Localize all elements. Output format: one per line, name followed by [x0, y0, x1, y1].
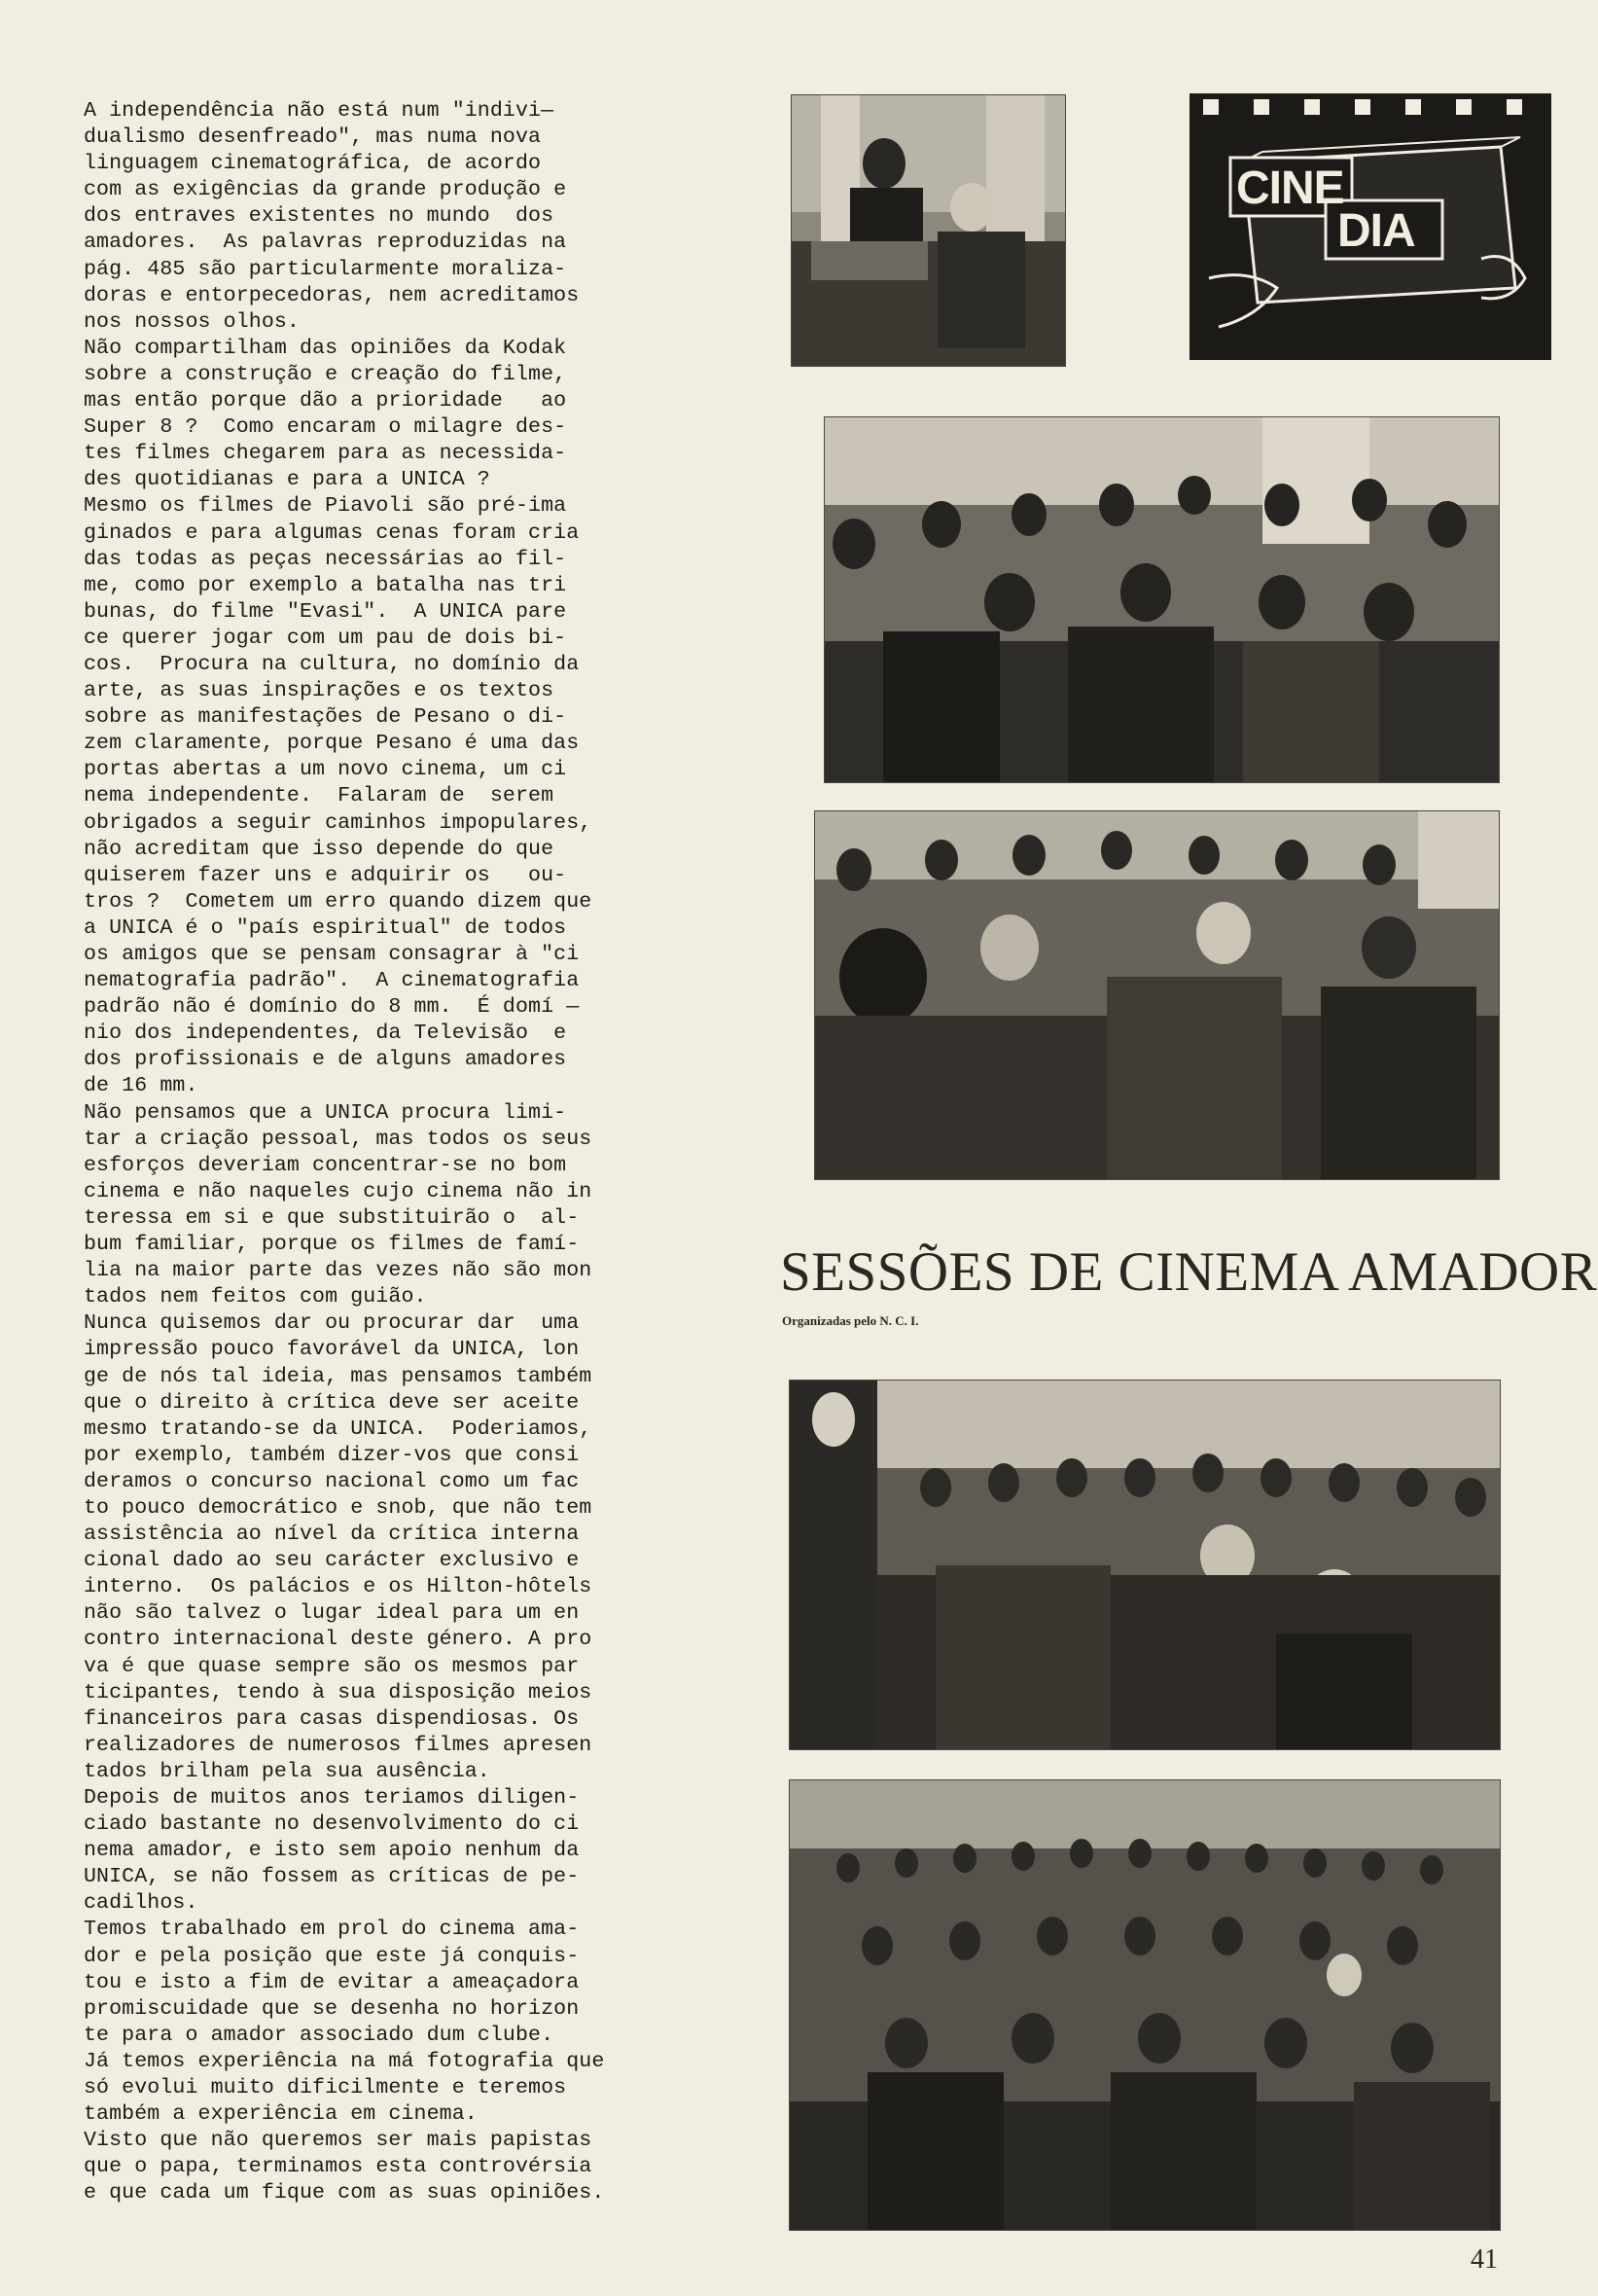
article-line: zem claramente, porque Pesano é uma das	[84, 732, 580, 756]
article-line: contro internacional deste género. A pro	[84, 1628, 592, 1652]
article-line: ce querer jogar com um pau de dois bi-	[84, 626, 567, 650]
article-line: realizadores de numerosos filmes apresen	[84, 1733, 592, 1757]
article-line: lia na maior parte das vezes não são mon	[84, 1259, 592, 1283]
article-line: de 16 mm.	[84, 1074, 198, 1098]
article-line: financeiros para casas dispendiosas. Os	[84, 1706, 580, 1731]
article-line: esforços deveriam concentrar-se no bom	[84, 1153, 567, 1177]
article-line: cos. Procura na cultura, no domínio da	[84, 652, 580, 676]
article-line: também a experiência em cinema.	[84, 2102, 478, 2127]
article-line: tados brilham pela sua ausência.	[84, 1759, 490, 1783]
article-line: sobre as manifestações de Pesano o di-	[84, 705, 567, 730]
article-line: interno. Os palácios e os Hilton-hôtels	[84, 1575, 592, 1599]
article-line: mesmo tratando-se da UNICA. Poderiamos,	[84, 1417, 592, 1441]
article-line: teressa em si e que substituirão o al-	[84, 1205, 580, 1230]
article-line: ticipantes, tendo à sua disposição meios	[84, 1680, 592, 1704]
article-line: Visto que não queremos ser mais papistas	[84, 2129, 592, 2153]
article-line: e que cada um fique com as suas opiniões.	[84, 2181, 605, 2206]
article-line: arte, as suas inspirações e os textos	[84, 679, 554, 703]
photo-audience-3	[789, 1380, 1501, 1750]
article-line: quiserem fazer uns e adquirir os ou-	[84, 863, 567, 887]
article-line: tes filmes chegarem para as necessida-	[84, 442, 567, 466]
article-line: linguagem cinematográfica, de acordo	[84, 152, 542, 176]
article-line: UNICA, se não fossem as críticas de pe-	[84, 1865, 580, 1889]
article-line: Mesmo os filmes de Piavoli são pré-ima	[84, 494, 567, 519]
article-line: padrão não é domínio do 8 mm. É domí —	[84, 995, 580, 1020]
article-line: tou e isto a fim de evitar a ameaçadora	[84, 1970, 580, 1994]
article-line: com as exigências da grande produção e	[84, 178, 567, 202]
photo-audience-4	[789, 1779, 1501, 2231]
article-line: que o direito à crítica deve ser aceite	[84, 1390, 580, 1415]
article-line: não acreditam que isso depende do que	[84, 837, 554, 861]
article-line: to pouco democrático e snob, que não tem	[84, 1495, 592, 1520]
article-line: bum familiar, porque os filmes de famí-	[84, 1233, 580, 1257]
article-line: des quotidianas e para a UNICA ?	[84, 468, 490, 492]
photo-audience-1	[824, 416, 1500, 783]
article-line: das todas as peças necessárias ao fil-	[84, 547, 567, 571]
article-line: Não compartilham das opiniões da Kodak	[84, 336, 567, 360]
article-line: cadilhos.	[84, 1891, 198, 1916]
article-line: Já temos experiência na má fotografia que	[84, 2049, 605, 2073]
article-line: cinema e não naqueles cujo cinema não in	[84, 1179, 592, 1203]
logo-word-cine: CINE	[1236, 162, 1344, 214]
photo-audience-2	[814, 810, 1500, 1180]
article-line: Super 8 ? Como encaram o milagre des-	[84, 415, 567, 440]
article-line: me, como por exemplo a batalha nas tri	[84, 573, 567, 597]
article-line: cional dado ao seu carácter exclusivo e	[84, 1549, 580, 1573]
article-line: nos nossos olhos.	[84, 309, 300, 334]
article-line: impressão pouco favorável da UNICA, lon	[84, 1338, 580, 1362]
article-line: ginados e para algumas cenas foram cria	[84, 520, 580, 545]
article-line: a UNICA é o "país espiritual" de todos	[84, 915, 567, 940]
section-subtitle: Organizadas pelo N. C. I.	[782, 1313, 919, 1328]
article-line: dor e pela posição que este já conquis-	[84, 1944, 580, 1968]
page-number: 41	[1471, 2244, 1498, 2275]
article-line: nio dos independentes, da Televisão e	[84, 1022, 567, 1046]
article-line: sobre a construção e creação do filme,	[84, 362, 567, 386]
article-line: te para o amador associado dum clube.	[84, 2023, 554, 2047]
article-line: só evolui muito dificilmente e teremos	[84, 2076, 567, 2100]
article-line: dos profissionais e de alguns amadores	[84, 1048, 567, 1072]
article-line: promiscuidade que se desenha no horizon	[84, 1996, 580, 2021]
article-line: pág. 485 são particularmente moraliza-	[84, 257, 567, 281]
article-line: dualismo desenfreado", mas numa nova	[84, 126, 542, 150]
article-line: nema amador, e isto sem apoio nenhum da	[84, 1839, 580, 1863]
article-line: ge de nós tal ideia, mas pensamos também	[84, 1364, 592, 1388]
article-line: assistência ao nível da crítica interna	[84, 1523, 580, 1547]
article-line: doras e entorpecedoras, nem acreditamos	[84, 283, 580, 307]
article-body	[84, 98, 745, 2207]
logo-word-dia: DIA	[1337, 205, 1415, 257]
article-line: nematografia padrão". A cinematografia	[84, 969, 580, 993]
article-line: dos entraves existentes no mundo dos	[84, 204, 554, 229]
article-line: mas então porque dão a prioridade ao	[84, 389, 567, 413]
article-line: Não pensamos que a UNICA procura limi-	[84, 1100, 567, 1125]
article-line: tros ? Cometem um erro quando dizem que	[84, 889, 592, 914]
article-line: portas abertas a um novo cinema, um ci	[84, 758, 567, 782]
article-line: obrigados a seguir caminhos impopulares,	[84, 810, 592, 835]
article-line: Temos trabalhado em prol do cinema ama-	[84, 1918, 580, 1942]
article-line: por exemplo, também dizer-vos que consi	[84, 1443, 580, 1467]
article-line: nema independente. Falaram de serem	[84, 784, 554, 808]
article-line: que o papa, terminamos esta controvérsia	[84, 2155, 592, 2179]
article-line: os amigos que se pensam consagrar à "ci	[84, 943, 580, 966]
article-line: va é que quase sempre são os mesmos par	[84, 1654, 580, 1678]
article-line: Nunca quisemos dar ou procurar dar uma	[84, 1311, 580, 1336]
article-line: deramos o concurso nacional como um fac	[84, 1469, 580, 1493]
article-line: bunas, do filme "Evasi". A UNICA pare	[84, 599, 567, 624]
article-line: tados nem feitos com guião.	[84, 1285, 427, 1309]
article-line: amadores. As palavras reproduzidas na	[84, 231, 567, 255]
photo-panel-discussion	[791, 94, 1066, 367]
article-line: A independência não está num "indivi—	[84, 99, 554, 123]
cinedia-logo	[1190, 93, 1551, 360]
section-title: SESSÕES DE CINEMA AMADOR	[780, 1241, 1598, 1303]
article-line: ciado bastante no desenvolvimento do ci	[84, 1812, 580, 1837]
article-line: Depois de muitos anos teriamos diligen-	[84, 1786, 580, 1810]
article-line: tar a criação pessoal, mas todos os seus	[84, 1127, 592, 1151]
article-line: não são talvez o lugar ideal para um en	[84, 1601, 580, 1626]
